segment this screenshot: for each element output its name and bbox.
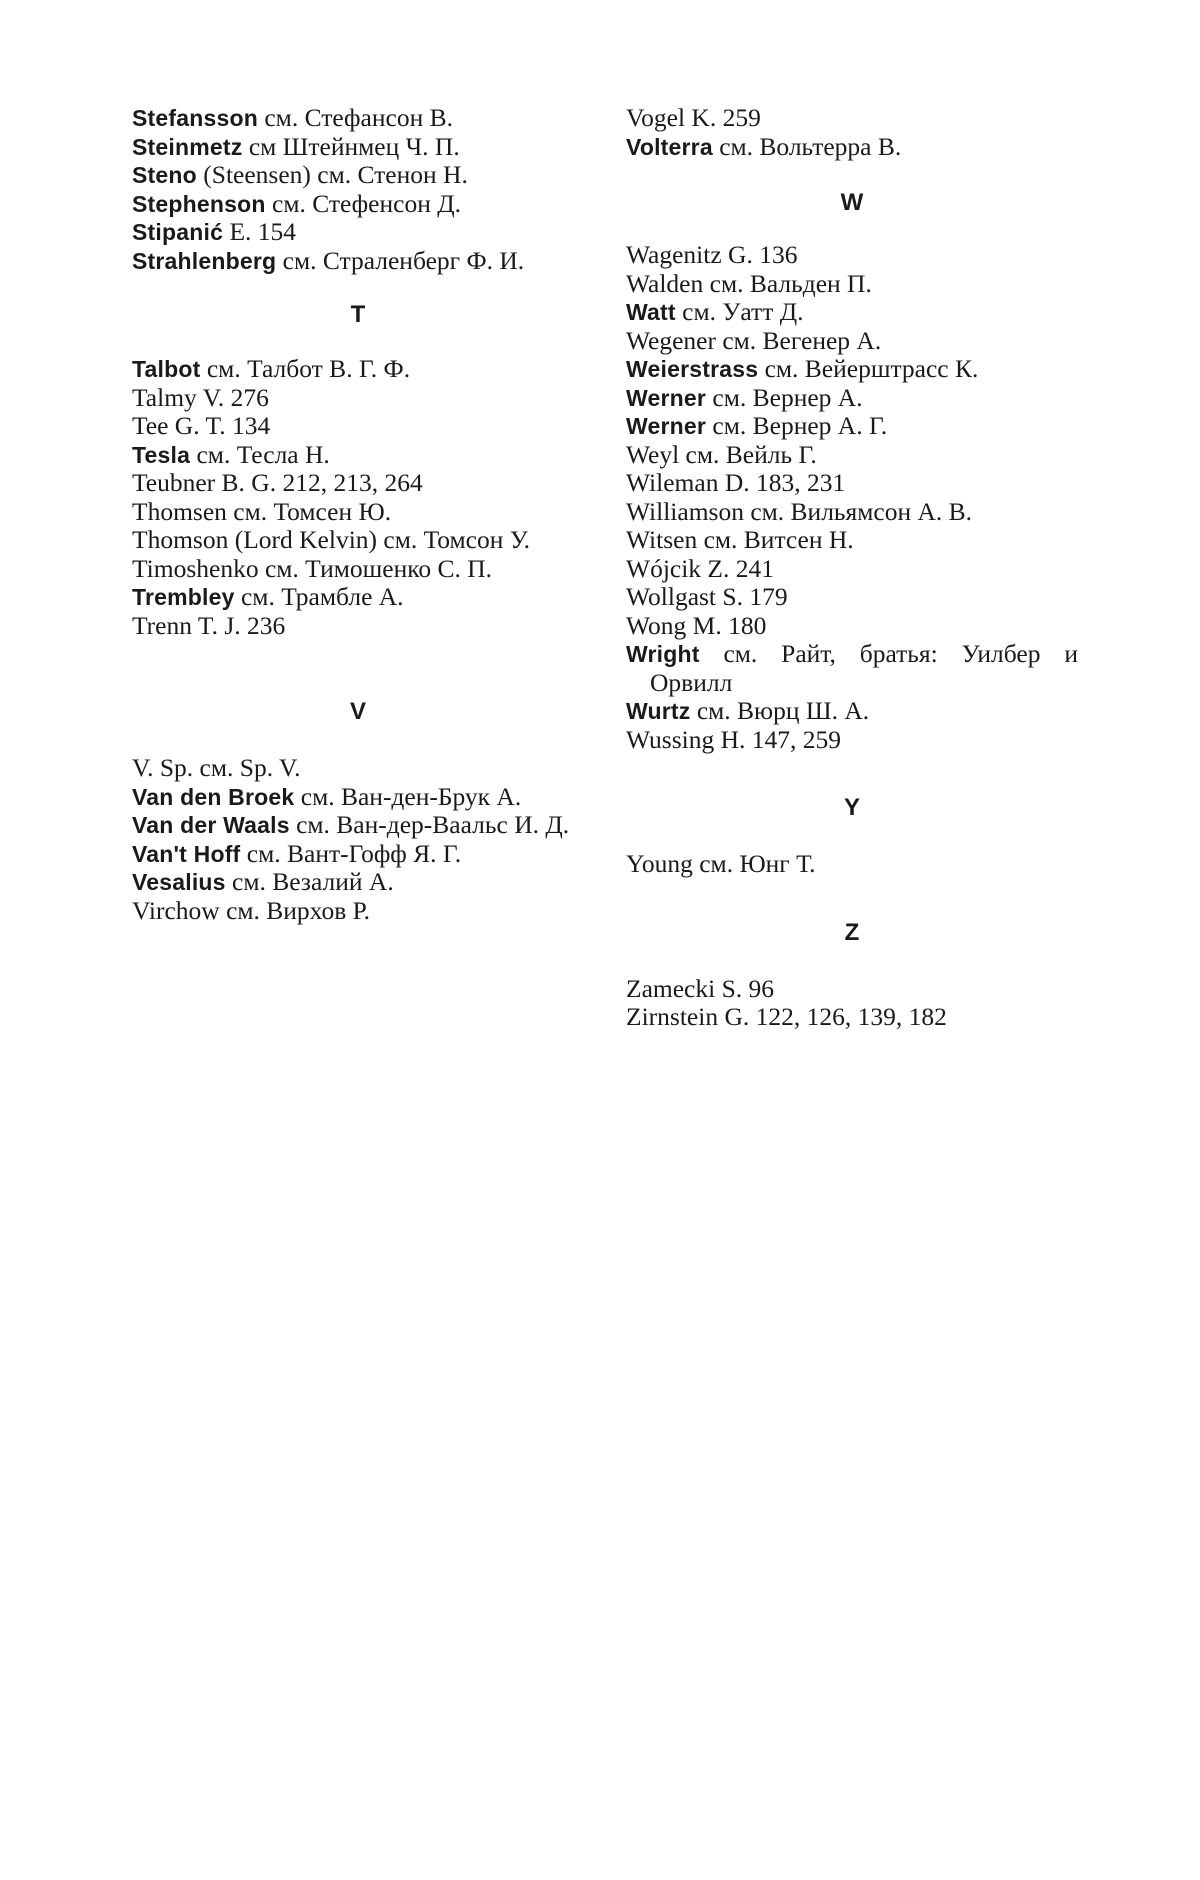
entry-text: Weyl см. Вейль Г.	[626, 439, 817, 469]
index-group-v-continued	[626, 104, 1078, 161]
spacer	[626, 822, 1078, 850]
entry-headword: Van den Broek	[132, 783, 295, 810]
index-entry	[132, 469, 584, 498]
entry-headword: Steno	[132, 162, 197, 188]
index-entry	[626, 975, 1078, 1004]
letter-heading-z: Z	[844, 918, 860, 946]
entry-text: см. Страленберг Ф. И.	[276, 245, 525, 275]
spacer	[132, 329, 584, 355]
entry-text: см. Уатт Д.	[675, 297, 804, 326]
entry-text: Vogel K. 259	[626, 103, 761, 132]
letter-heading-t: T	[350, 301, 366, 328]
entry-text: Talmy V. 276	[132, 382, 269, 412]
index-entry	[626, 555, 1078, 584]
index-entry	[132, 783, 584, 812]
entry-text: см. Талбот В. Г. Ф.	[200, 354, 411, 383]
spacer	[626, 879, 1078, 919]
entry-text: E. 154	[223, 217, 297, 246]
entry-text: см. Тесла Н.	[190, 439, 330, 469]
index-group-s	[132, 104, 584, 275]
entry-text: см. Везалий А.	[225, 867, 394, 896]
entry-text: Witsen см. Витсен Н.	[626, 525, 854, 554]
index-entry	[626, 104, 1078, 133]
entry-text: Walden см. Вальден П.	[626, 268, 872, 298]
entry-text: (Steensen) см. Стенон Н.	[196, 160, 468, 189]
index-entry	[132, 412, 584, 441]
entry-headword: Stephenson	[132, 190, 266, 217]
entry-text: Wileman D. 183, 231	[626, 468, 846, 497]
entry-headword: Watt	[626, 299, 676, 325]
entry-text: см. Вюрц Ш. А.	[690, 696, 870, 725]
index-entry	[626, 441, 1078, 470]
index-entry	[132, 133, 584, 162]
entry-text: Timoshenko см. Тимошенко С. П.	[132, 553, 493, 583]
entry-headword: Strahlenberg	[132, 247, 277, 274]
spacer	[132, 275, 584, 301]
entry-text: Wollgast S. 179	[626, 582, 788, 611]
entry-headword: Werner	[626, 413, 707, 439]
index-entry	[132, 526, 584, 555]
index-entry	[626, 850, 1078, 879]
entry-text: Wegener см. Вегенер А.	[626, 325, 882, 355]
index-entry	[132, 441, 584, 470]
entry-text: Zirnstein G. 122, 126, 139, 182	[626, 1002, 947, 1031]
index-entry	[132, 555, 584, 584]
entry-headword: Van't Hoff	[132, 840, 241, 867]
spacer	[626, 947, 1078, 975]
entry-text: Wójcik Z. 241	[626, 553, 775, 583]
entry-text: Wong M. 180	[626, 610, 767, 640]
spacer	[132, 726, 584, 754]
entry-text: см. Вант-Гофф Я. Г.	[240, 838, 462, 868]
entry-text: Wagenitz G. 136	[626, 240, 798, 269]
index-entry	[132, 247, 584, 276]
entry-text: см. Вольтерра В.	[712, 131, 902, 161]
entry-text: см. Стефенсон Д.	[265, 188, 461, 218]
index-entry	[132, 104, 584, 133]
spacer	[626, 754, 1078, 794]
entry-text: см Штейнмец Ч. П.	[242, 131, 460, 161]
entry-text: Zamecki S. 96	[626, 973, 775, 1003]
index-entry	[132, 840, 584, 869]
right-column	[626, 104, 1078, 1032]
index-entry	[626, 327, 1078, 356]
index-entry	[132, 218, 584, 247]
index-entry	[132, 355, 584, 384]
entry-text: Teubner B. G. 212, 213, 264	[132, 468, 423, 497]
entry-text: Young см. Юнг Т.	[626, 849, 816, 878]
entry-text: Wussing H. 147, 259	[626, 724, 842, 754]
index-entry	[626, 133, 1078, 162]
spacer	[626, 161, 1078, 189]
entry-text: см. Вернер А. Г.	[706, 411, 888, 440]
entry-text: Thomson (Lord Kelvin) см. Томсон У.	[132, 525, 531, 554]
index-entry	[132, 583, 584, 612]
entry-text: Trenn T. J. 236	[132, 610, 286, 640]
index-entry	[626, 498, 1078, 527]
index-entry	[626, 726, 1078, 755]
index-entry	[626, 612, 1078, 641]
index-entry	[626, 270, 1078, 299]
entry-text: см. Вернер А.	[706, 382, 863, 412]
index-group-y	[626, 850, 1078, 879]
index-entry	[626, 1003, 1078, 1032]
letter-heading-y: Y	[843, 794, 860, 821]
entry-headword: Talbot	[132, 356, 201, 382]
index-entry	[626, 697, 1078, 726]
entry-text: V. Sp. см. Sp. V.	[132, 753, 301, 782]
entry-text: см. Стефансон В.	[257, 103, 453, 132]
entry-headword: Werner	[626, 384, 707, 411]
index-entry	[626, 412, 1078, 441]
entry-headword: Wurtz	[626, 698, 691, 724]
index-entry	[132, 868, 584, 897]
entry-text: см. Ван-дер-Ваальс И. Д.	[289, 810, 570, 839]
entry-headword: Weierstrass	[626, 356, 759, 382]
entry-headword: Trembley	[132, 584, 235, 610]
entry-headword: Wright	[626, 641, 700, 667]
entry-text: Williamson см. Вильямсон А. В.	[626, 496, 973, 526]
letter-heading-w: W	[840, 189, 864, 216]
entry-text: Tee G. T. 134	[132, 411, 271, 440]
entry-text: Virchow см. Вирхов Р.	[132, 895, 370, 925]
entry-headword: Vesalius	[132, 869, 226, 895]
index-entry	[132, 161, 584, 190]
index-entry	[132, 498, 584, 527]
index-group-w	[626, 241, 1078, 754]
entry-text: см. Райт, братья: Уилбер и Орвилл	[650, 639, 1078, 697]
entry-headword: Van der Waals	[132, 812, 290, 838]
entry-text: см. Вейерштрасс К.	[758, 354, 979, 383]
left-column	[132, 104, 584, 925]
index-entry	[626, 526, 1078, 555]
entry-text: Thomsen см. Томсен Ю.	[132, 496, 392, 526]
index-group-v	[132, 754, 584, 925]
index-entry	[626, 640, 1078, 697]
entry-text: см. Ван-ден-Брук А.	[294, 781, 522, 811]
spacer	[132, 640, 584, 698]
entry-headword: Steinmetz	[132, 133, 243, 160]
entry-text: см. Трамбле А.	[234, 582, 404, 611]
index-group-z	[626, 975, 1078, 1032]
index-entry	[626, 469, 1078, 498]
index-entry	[626, 241, 1078, 270]
entry-headword: Tesla	[132, 441, 191, 468]
letter-heading-v: V	[349, 698, 366, 725]
entry-headword: Stefansson	[132, 105, 258, 131]
index-entry	[626, 355, 1078, 384]
entry-headword: Volterra	[626, 133, 713, 160]
entry-headword: Stipanić	[132, 219, 224, 245]
index-entry	[132, 754, 584, 783]
spacer	[626, 217, 1078, 241]
index-entry	[132, 612, 584, 641]
index-entry	[132, 897, 584, 926]
index-entry	[626, 384, 1078, 413]
index-entry	[132, 811, 584, 840]
index-entry	[626, 298, 1078, 327]
index-entry	[626, 583, 1078, 612]
index-group-t	[132, 355, 584, 640]
index-entry	[132, 384, 584, 413]
index-entry	[132, 190, 584, 219]
